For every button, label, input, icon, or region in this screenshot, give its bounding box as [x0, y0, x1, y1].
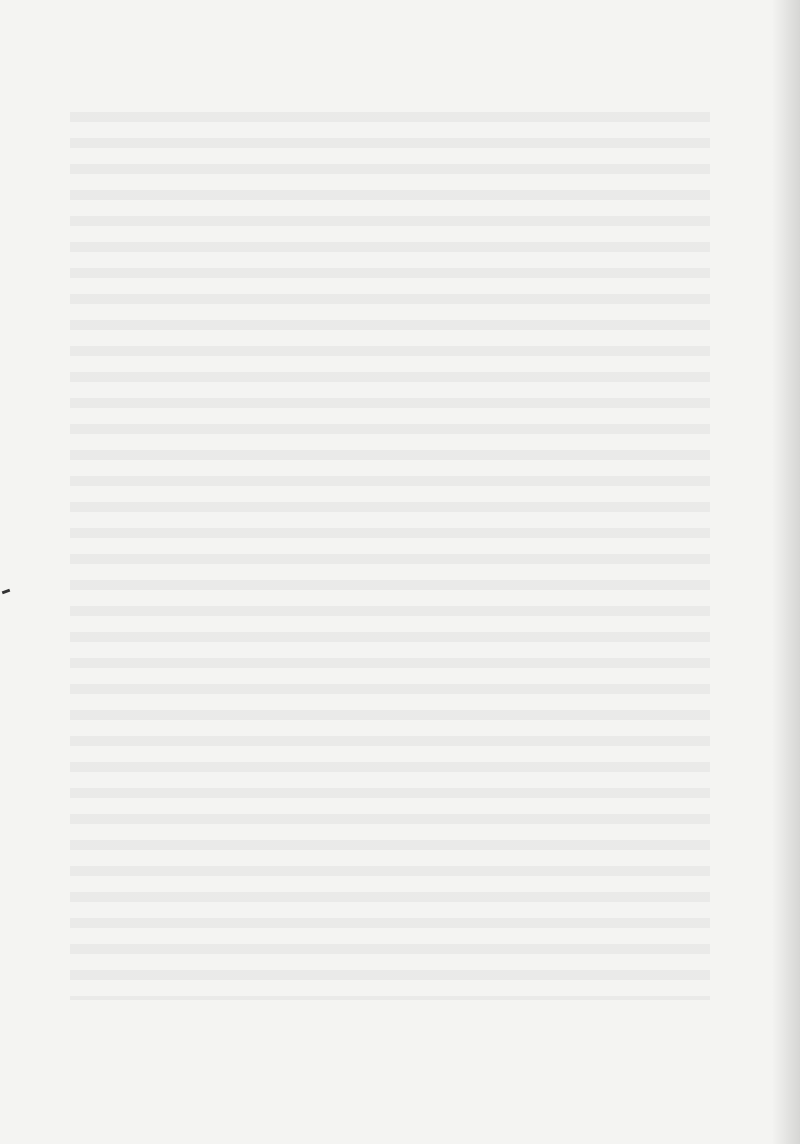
scan-edge-shadow: [772, 0, 800, 1144]
margin-mark: [2, 589, 11, 595]
bleed-through-texture: [70, 100, 710, 1000]
